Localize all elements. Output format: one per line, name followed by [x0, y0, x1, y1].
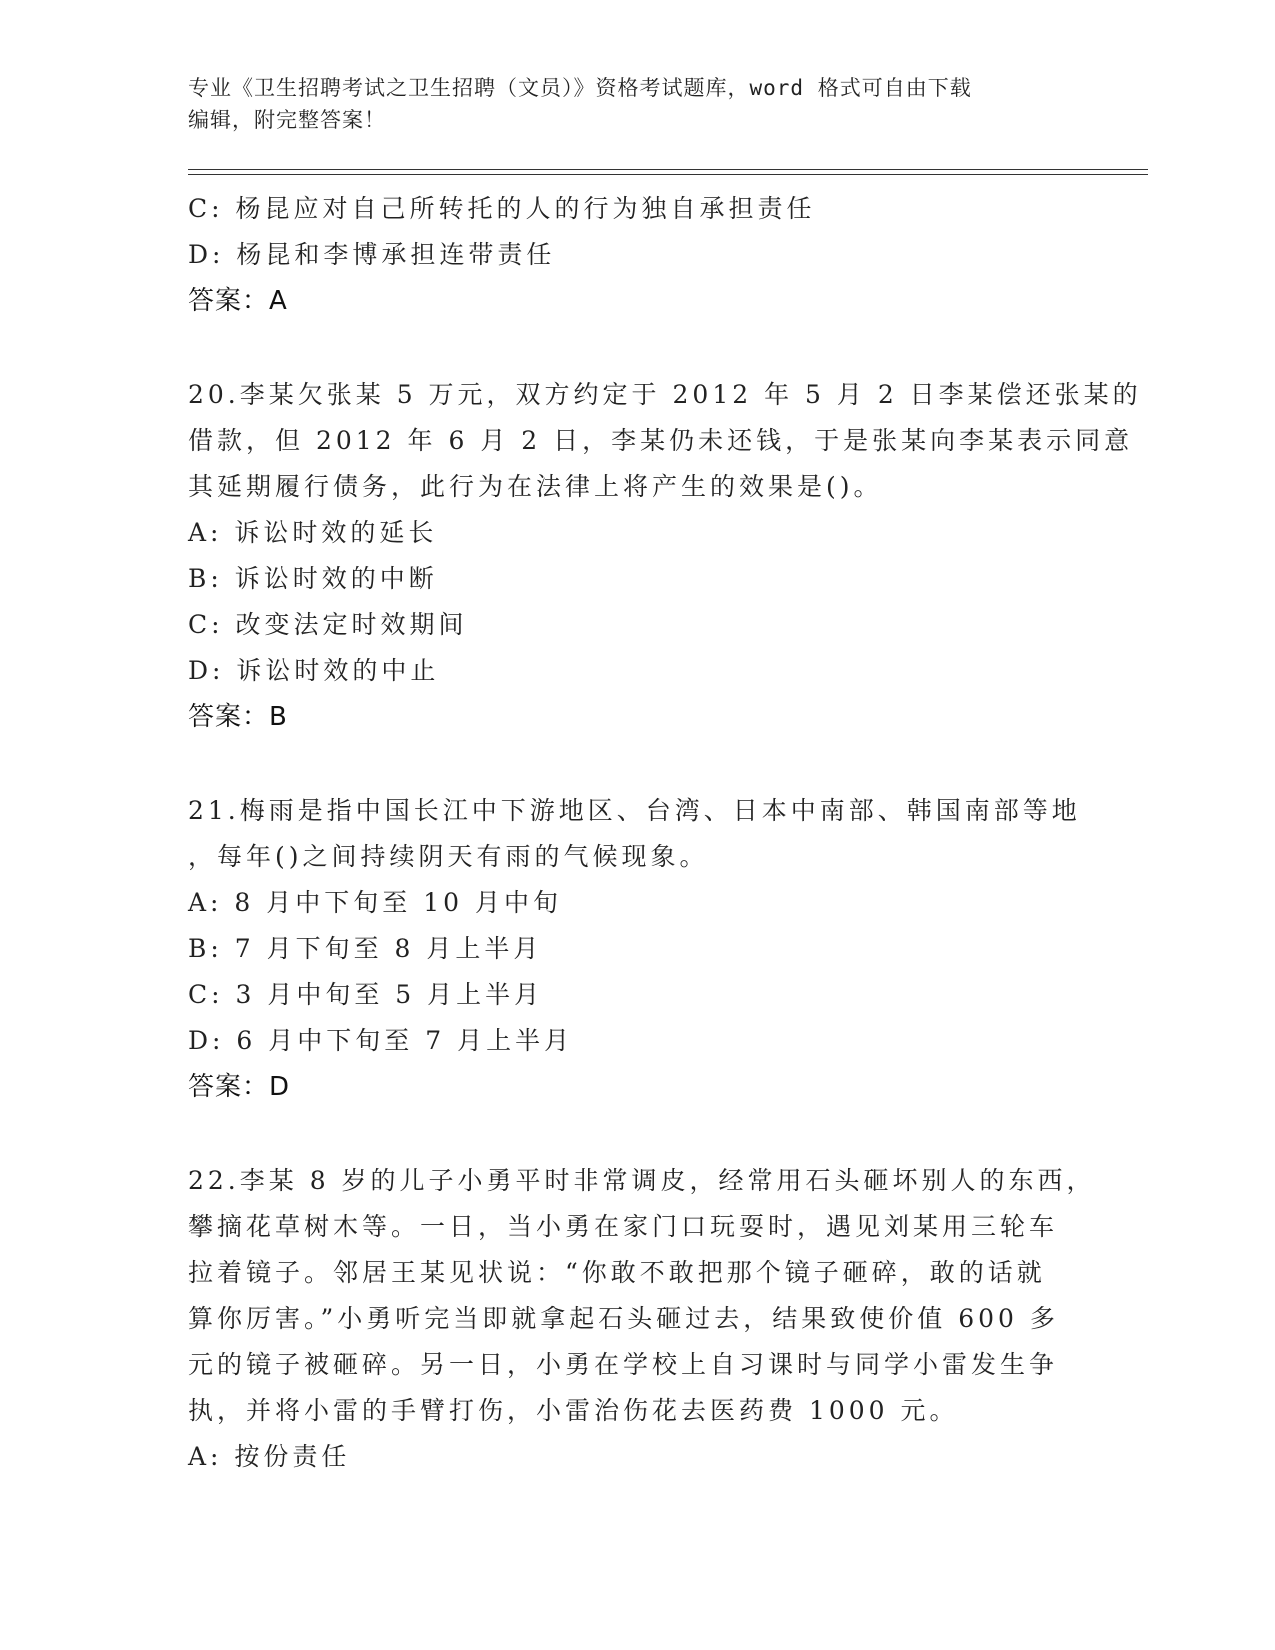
question-stem-line: 元的镜子被砸碎。另一日，小勇在学校上自习课时与同学小雷发生争 — [188, 1350, 1059, 1379]
option-d: D: 6 月中下旬至 7 月上半月 — [188, 1026, 574, 1055]
option-b: B: 7 月下旬至 8 月上半月 — [188, 934, 543, 963]
answer: 答案：B — [188, 702, 288, 732]
question-spacer — [188, 324, 1088, 372]
question-stem-line: 21.梅雨是指中国长江中下游地区、台湾、日本中南部、韩国南部等地 — [188, 796, 1081, 825]
header-line-1: 专业《卫生招聘考试之卫生招聘（文员）》资格考试题库，word 格式可自由下载 — [188, 76, 972, 100]
option-b: B: 诉讼时效的中断 — [188, 564, 438, 593]
option-c: C: 3 月中旬至 5 月上半月 — [188, 980, 544, 1009]
option-a: A: 诉讼时效的延长 — [188, 518, 438, 547]
question-stem-line: 攀摘花草树木等。一日，当小勇在家门口玩耍时，遇见刘某用三轮车 — [188, 1212, 1059, 1241]
header-line-2: 编辑，附完整答案！ — [188, 108, 386, 132]
question-stem-line: 拉着镜子。邻居王某见状说：“你敢不敢把那个镜子砸碎，敢的话就 — [188, 1258, 1046, 1287]
question-stem-line: 算你厉害。”小勇听完当即就拿起石头砸过去，结果致使价值 600 多 — [188, 1304, 1059, 1333]
question-19-fragment — [188, 186, 1088, 324]
question-22 — [188, 1158, 1096, 1480]
question-spacer — [188, 740, 1088, 788]
question-stem-line: 22.李某 8 岁的儿子小勇平时非常调皮，经常用石头砸坏别人的东西， — [188, 1166, 1096, 1195]
question-21 — [188, 788, 1088, 1110]
question-stem-line: 借款，但 2012 年 6 月 2 日，李某仍未还钱，于是张某向李某表示同意 — [188, 426, 1134, 455]
answer: 答案：A — [188, 286, 288, 316]
option-d: D: 杨昆和李博承担连带责任 — [188, 240, 556, 269]
question-stem-line: 其延期履行债务，此行为在法律上将产生的效果是()。 — [188, 472, 883, 501]
document-header — [188, 72, 1088, 136]
document-content — [188, 186, 1142, 1480]
question-spacer — [188, 1110, 1088, 1158]
answer: 答案：D — [188, 1072, 291, 1102]
question-stem-line: ，每年()之间持续阴天有雨的气候现象。 — [188, 842, 709, 871]
question-stem-line: 执，并将小雷的手臂打伤，小雷治伤花去医药费 1000 元。 — [188, 1396, 959, 1425]
question-stem-line: 20.李某欠张某 5 万元，双方约定于 2012 年 5 月 2 日李某偿还张某的 — [188, 380, 1142, 409]
header-rule-bottom — [188, 174, 1148, 175]
option-c: C: 杨昆应对自己所转托的人的行为独自承担责任 — [188, 194, 816, 223]
question-20 — [188, 372, 1142, 740]
option-a: A: 按份责任 — [188, 1442, 351, 1471]
option-c: C: 改变法定时效期间 — [188, 610, 468, 639]
option-d: D: 诉讼时效的中止 — [188, 656, 440, 685]
header-rule-top — [188, 169, 1148, 170]
option-a: A: 8 月中下旬至 10 月中旬 — [188, 888, 562, 917]
